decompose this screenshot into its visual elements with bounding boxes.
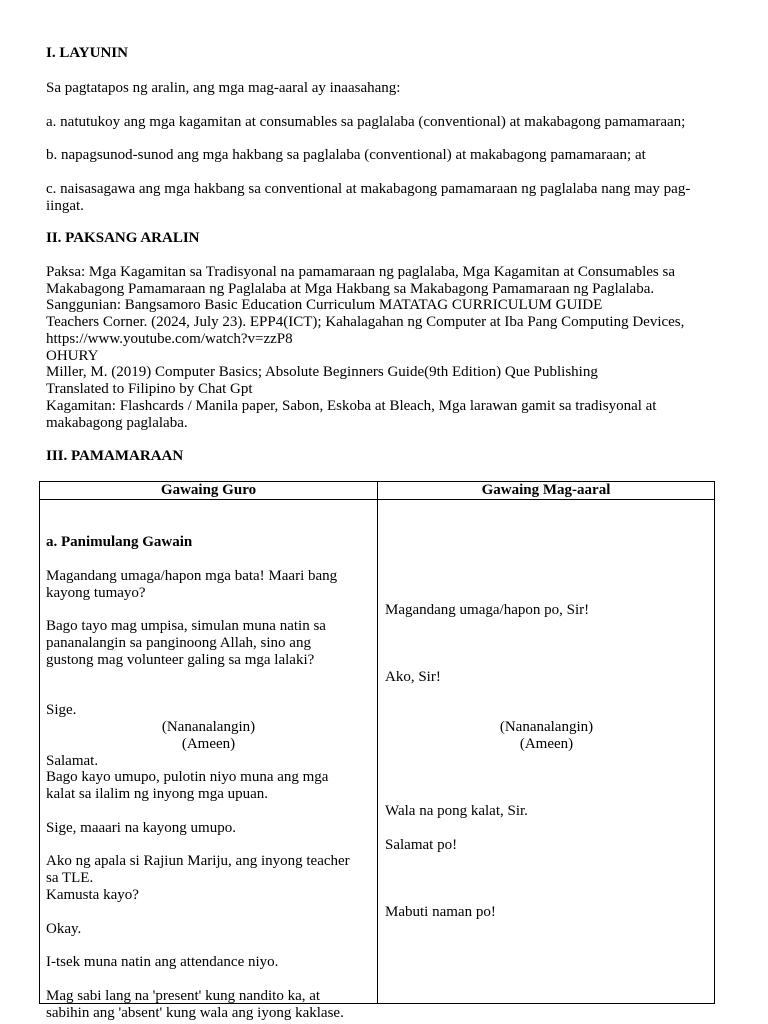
teacher-how-are-you: Kamusta kayo? [46,887,139,903]
teacher-sit-now: Sige, maaari na kayong umupo. [46,820,236,836]
teacher-prayer-prompt: Bago tayo mag umpisa, simulan muna natin sa pananalangin sa panginoong Allah, sino ang gustong mag volunteer galing sa mga lalaki? [46,618,326,668]
reference-line: Sanggunian: Bangsamoro Basic Education Curriculum MATATAG CURRICULUM GUIDE [46,297,603,313]
materials-line: Kagamitan: Flashcards / Manila paper, Sabon, Eskoba at Bleach, Mga larawan gamit sa tradisyonal at [46,398,657,414]
reference-line: Translated to Filipino by Chat Gpt [46,381,253,397]
subject-line: Makabagong Pamamaraan ng Paglalaba at Mga Hakbang sa Makabagong Pamamaraan ng Paglalaba. [46,281,655,297]
student-thanks: Salamat po! [385,837,458,853]
subject-heading: II. PAKSANG ARALIN [46,230,200,246]
objective-a: a. natutukoy ang mga kagamitan at consumables sa paglalaba (conventional) at makabagong pamamaraan; [46,114,686,130]
objectives-intro: Sa pagtatapos ng aralin, ang mga mag-aaral ay inaasahang: [46,80,401,96]
reference-line: OHURY [46,348,99,364]
objective-c-line2: iingat. [46,198,84,214]
subject-line: Paksa: Mga Kagamitan sa Tradisyonal na pamamaraan ng paglalaba, Mga Kagamitan at Consumables sa [46,264,676,280]
table-row [40,500,715,1004]
teacher-cleanup-instruction: Bago kayo umupo, pulotin niyo muna ang mga kalat sa ilalim ng inyong mga upuan. [46,769,329,802]
reference-line: Teachers Corner. (2024, July 23). EPP4(ICT); Kahalagahan ng Computer at Iba Pang Computing Devices, [46,314,685,330]
teacher-column-header: Gawaing Guro [40,482,378,500]
procedure-table [39,481,715,1021]
student-activity-cell [378,500,715,1004]
student-column-header: Gawaing Mag-aaral [378,482,715,500]
reference-link: https://www.youtube.com/watch?v=zzP8 [46,331,293,347]
objectives-heading: I. LAYUNIN [46,45,128,61]
student-no-trash: Wala na pong kalat, Sir. [385,803,528,819]
table-header-row [40,482,715,500]
student-praying-note: (Nananalangin) [499,719,594,735]
teacher-present-instruction: Mag sabi lang na 'present' kung nandito ka, at sabihin ang 'absent' kung wala ang iyong kaklase. [46,988,344,1021]
teacher-activity-cell [40,500,378,1021]
teacher-ameen-note: (Ameen) [181,736,236,752]
teacher-praying-note: (Nananalangin) [161,719,256,735]
reference-line: Miller, M. (2019) Computer Basics; Absolute Beginners Guide(9th Edition) Que Publishing [46,364,598,380]
student-greeting-reply: Magandang umaga/hapon po, Sir! [385,602,590,618]
objective-c-line1: c. naisasagawa ang mga hakbang sa conventional at makabagong pamamaraan ng paglalaba nang may pag- [46,181,691,197]
objective-b: b. napagsunod-sunod ang mga hakbang sa paglalaba (conventional) at makabagong pamamaraan; at [46,147,646,163]
teacher-introduction: Ako ng apala si Rajiun Mariju, ang inyong teacher sa TLE. [46,853,350,886]
procedure-heading: III. PAMAMARAAN [46,448,184,464]
teacher-greeting: Magandang umaga/hapon mga bata! Maari bang kayong tumayo? [46,568,338,601]
student-fine-reply: Mabuti naman po! [385,904,496,920]
teacher-attendance: I-tsek muna natin ang attendance niyo. [46,954,279,970]
teacher-okay: Okay. [46,921,82,937]
student-volunteer: Ako, Sir! [385,669,441,685]
section-title: a. Panimulang Gawain [46,534,193,550]
teacher-sige: Sige. [46,702,77,718]
student-ameen-note: (Ameen) [519,736,574,752]
materials-line: makabagong paglalaba. [46,415,188,431]
teacher-salamat: Salamat. [46,753,99,769]
